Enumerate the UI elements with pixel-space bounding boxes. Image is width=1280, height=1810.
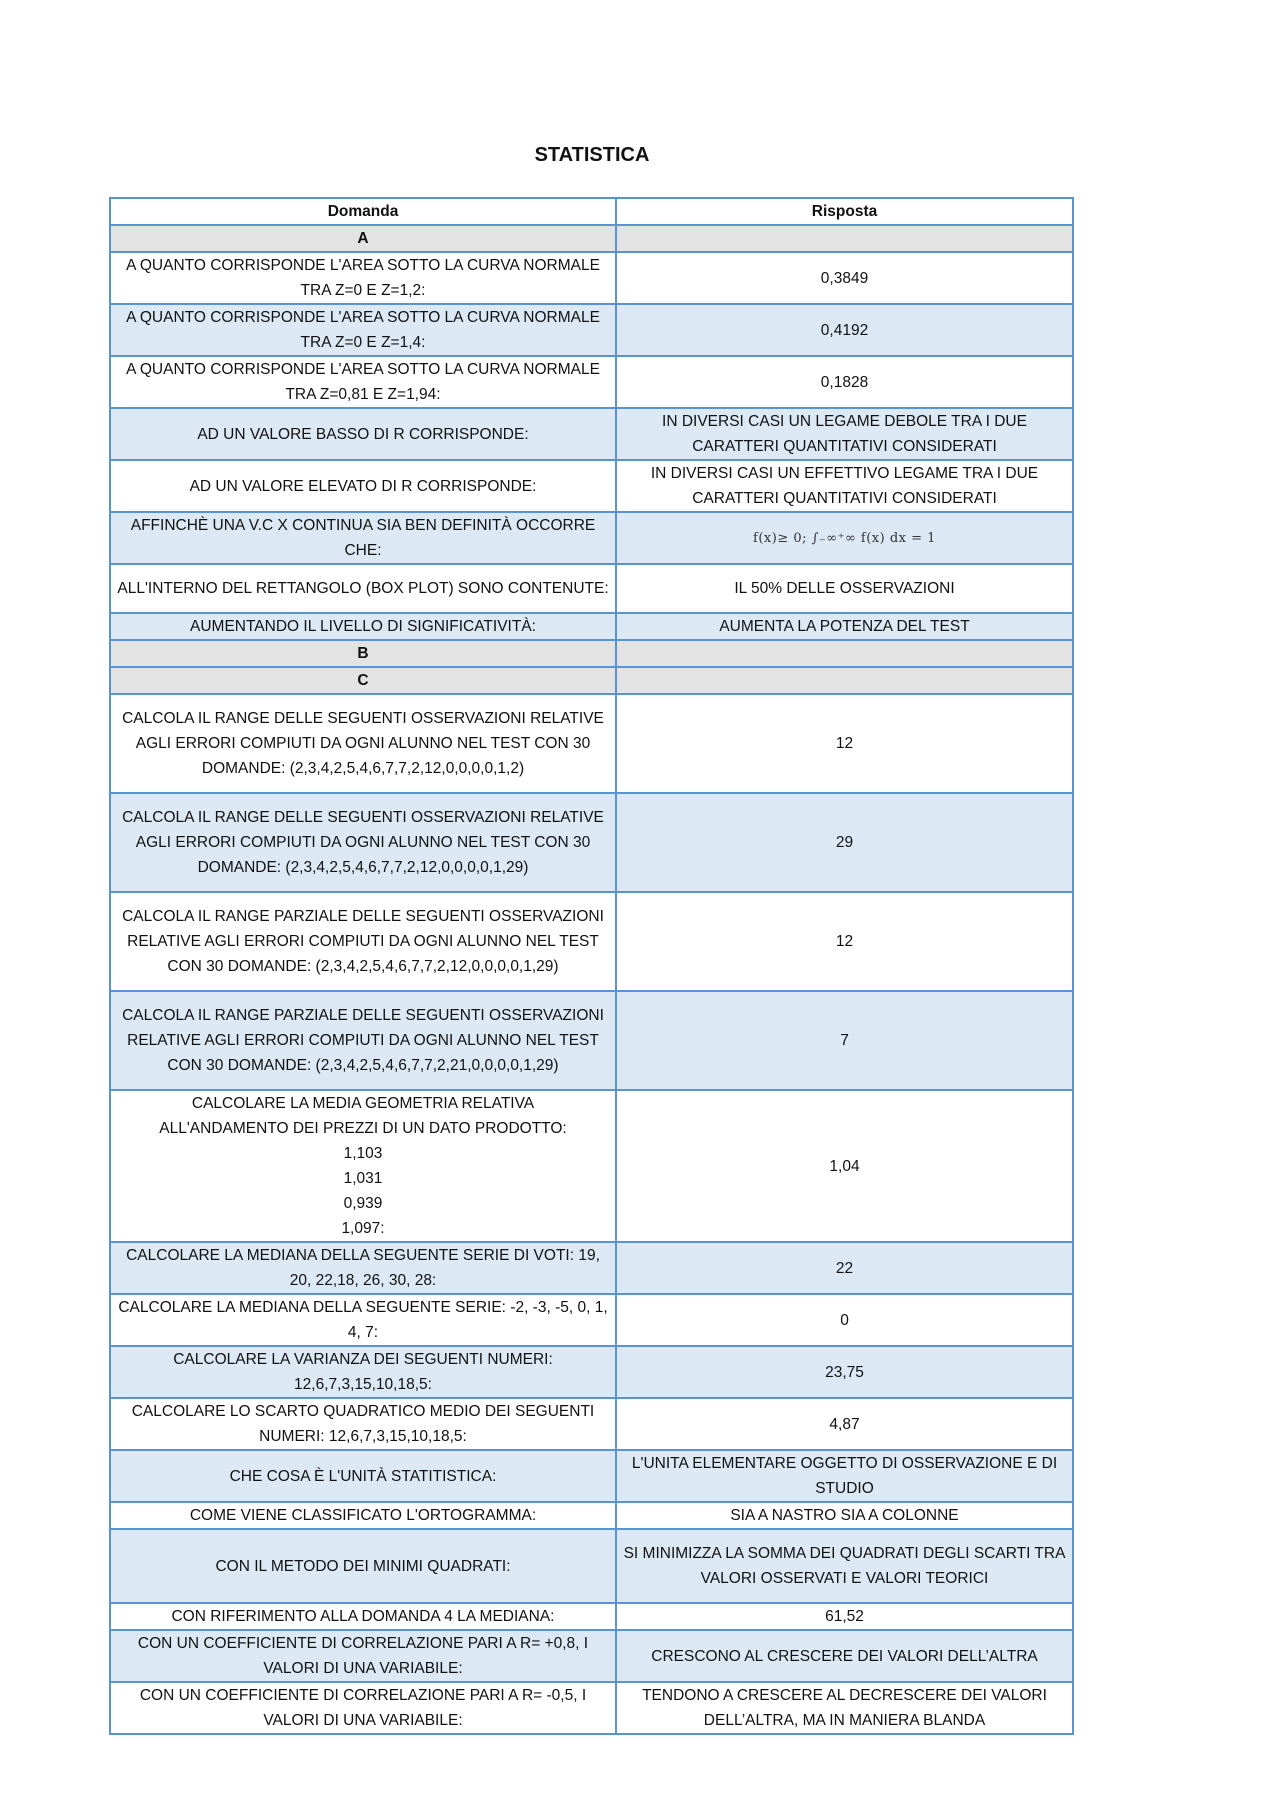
- table-row: [110, 252, 1073, 304]
- section-empty: [616, 640, 1073, 667]
- answer-cell: 0,3849: [616, 252, 1073, 304]
- question-cell: CON RIFERIMENTO ALLA DOMANDA 4 LA MEDIANA:: [110, 1603, 616, 1630]
- question-cell: ALL'INTERNO DEL RETTANGOLO (BOX PLOT) SONO CONTENUTE:: [110, 564, 616, 613]
- question-cell: CALCOLA IL RANGE DELLE SEGUENTI OSSERVAZIONI RELATIVE AGLI ERRORI COMPIUTI DA OGNI ALUNNO NEL TEST CON 30 DOMANDE: (2,3,4,2,5,4,6,7,7,2,12,0,0,0,0,1,29): [110, 793, 616, 892]
- answer-cell: 12: [616, 694, 1073, 793]
- answer-cell: 0,1828: [616, 356, 1073, 408]
- table-row: [110, 1630, 1073, 1682]
- table-row: [110, 1450, 1073, 1502]
- table-row: [110, 512, 1073, 564]
- table-row: [110, 1294, 1073, 1346]
- answer-cell: 7: [616, 991, 1073, 1090]
- section-row: [110, 667, 1073, 694]
- question-cell: CON UN COEFFICIENTE DI CORRELAZIONE PARI A R= -0,5, I VALORI DI UNA VARIABILE:: [110, 1682, 616, 1734]
- answer-cell: IN DIVERSI CASI UN LEGAME DEBOLE TRA I DUE CARATTERI QUANTITATIVI CONSIDERATI: [616, 408, 1073, 460]
- answer-cell: L'UNITA ELEMENTARE OGGETTO DI OSSERVAZIONE E DI STUDIO: [616, 1450, 1073, 1502]
- section-label: C: [110, 667, 616, 694]
- question-cell: CALCOLA IL RANGE DELLE SEGUENTI OSSERVAZIONI RELATIVE AGLI ERRORI COMPIUTI DA OGNI ALUNNO NEL TEST CON 30 DOMANDE: (2,3,4,2,5,4,6,7,7,2,12,0,0,0,0,1,2): [110, 694, 616, 793]
- question-cell: A QUANTO CORRISPONDE L'AREA SOTTO LA CURVA NORMALE TRA Z=0 E Z=1,4:: [110, 304, 616, 356]
- answer-formula-cell: [616, 512, 1073, 564]
- question-cell: A QUANTO CORRISPONDE L'AREA SOTTO LA CURVA NORMALE TRA Z=0,81 E Z=1,94:: [110, 356, 616, 408]
- question-cell: CON UN COEFFICIENTE DI CORRELAZIONE PARI A R= +0,8, I VALORI DI UNA VARIABILE:: [110, 1630, 616, 1682]
- answer-cell: CRESCONO AL CRESCERE DEI VALORI DELL’ALTRA: [616, 1630, 1073, 1682]
- question-cell: CALCOLARE LO SCARTO QUADRATICO MEDIO DEI SEGUENTI NUMERI: 12,6,7,3,15,10,18,5:: [110, 1398, 616, 1450]
- density-formula: f(x)≥ 0; ∫₋∞⁺∞ f(x) dx = 1: [753, 531, 936, 546]
- answer-cell: 23,75: [616, 1346, 1073, 1398]
- question-line: 1,097:: [341, 1220, 385, 1237]
- question-cell: CALCOLARE LA VARIANZA DEI SEGUENTI NUMERI: 12,6,7,3,15,10,18,5:: [110, 1346, 616, 1398]
- answer-cell: TENDONO A CRESCERE AL DECRESCERE DEI VALORI DELL’ALTRA, MA IN MANIERA BLANDA: [616, 1682, 1073, 1734]
- table-row: [110, 1398, 1073, 1450]
- question-cell: CALCOLA IL RANGE PARZIALE DELLE SEGUENTI OSSERVAZIONI RELATIVE AGLI ERRORI COMPIUTI DA OGNI ALUNNO NEL TEST CON 30 DOMANDE: (2,3,4,2,5,4,6,7,7,2,21,0,0,0,0,1,29): [110, 991, 616, 1090]
- table-row: [110, 1242, 1073, 1294]
- page-title: STATISTICA: [534, 144, 650, 166]
- section-empty: [616, 225, 1073, 252]
- question-line: 0,939: [343, 1195, 383, 1212]
- question-cell: COME VIENE CLASSIFICATO L'ORTOGRAMMA:: [110, 1502, 616, 1529]
- qa-table: [109, 197, 1074, 1735]
- table-row: [110, 613, 1073, 640]
- table-row: [110, 1529, 1073, 1603]
- question-cell: AD UN VALORE ELEVATO DI R CORRISPONDE:: [110, 460, 616, 512]
- answer-cell: 29: [616, 793, 1073, 892]
- question-line: 1,103: [343, 1145, 383, 1162]
- table-row: [110, 408, 1073, 460]
- question-cell: CHE COSA È L'UNITÀ STATITISTICA:: [110, 1450, 616, 1502]
- question-cell: AFFINCHÈ UNA V.C X CONTINUA SIA BEN DEFINITÀ OCCORRE CHE:: [110, 512, 616, 564]
- table-row: [110, 694, 1073, 793]
- question-cell: AUMENTANDO IL LIVELLO DI SIGNIFICATIVITÀ:: [110, 613, 616, 640]
- table-row: [110, 1346, 1073, 1398]
- section-label: A: [110, 225, 616, 252]
- table-row: [110, 892, 1073, 991]
- header-row: [110, 198, 1073, 225]
- question-cell: CALCOLA IL RANGE PARZIALE DELLE SEGUENTI OSSERVAZIONI RELATIVE AGLI ERRORI COMPIUTI DA OGNI ALUNNO NEL TEST CON 30 DOMANDE: (2,3,4,2,5,4,6,7,7,2,12,0,0,0,0,1,29): [110, 892, 616, 991]
- question-line: 1,031: [343, 1170, 383, 1187]
- table-row: [110, 1502, 1073, 1529]
- answer-cell: SIA A NASTRO SIA A COLONNE: [616, 1502, 1073, 1529]
- header-risposta: Risposta: [616, 198, 1073, 225]
- table-row: [110, 460, 1073, 512]
- section-label: B: [110, 640, 616, 667]
- question-cell: CALCOLARE LA MEDIANA DELLA SEGUENTE SERIE: -2, -3, -5, 0, 1, 4, 7:: [110, 1294, 616, 1346]
- answer-cell: 1,04: [616, 1090, 1073, 1242]
- question-line: CALCOLARE LA MEDIA GEOMETRIA RELATIVA: [191, 1095, 535, 1112]
- answer-cell: 12: [616, 892, 1073, 991]
- table-row: [110, 304, 1073, 356]
- table-row: [110, 1603, 1073, 1630]
- table-row: [110, 1090, 1073, 1242]
- answer-cell: AUMENTA LA POTENZA DEL TEST: [616, 613, 1073, 640]
- question-cell: A QUANTO CORRISPONDE L'AREA SOTTO LA CURVA NORMALE TRA Z=0 E Z=1,2:: [110, 252, 616, 304]
- answer-cell: IN DIVERSI CASI UN EFFETTIVO LEGAME TRA I DUE CARATTERI QUANTITATIVI CONSIDERATI: [616, 460, 1073, 512]
- answer-cell: IL 50% DELLE OSSERVAZIONI: [616, 564, 1073, 613]
- table-row: [110, 991, 1073, 1090]
- answer-cell: 22: [616, 1242, 1073, 1294]
- table-row: [110, 356, 1073, 408]
- table-row: [110, 1682, 1073, 1734]
- section-empty: [616, 667, 1073, 694]
- header-domanda: Domanda: [110, 198, 616, 225]
- question-cell: [110, 1090, 616, 1242]
- question-cell: CON IL METODO DEI MINIMI QUADRATI:: [110, 1529, 616, 1603]
- answer-cell: 0,4192: [616, 304, 1073, 356]
- question-cell: AD UN VALORE BASSO DI R CORRISPONDE:: [110, 408, 616, 460]
- answer-cell: 0: [616, 1294, 1073, 1346]
- section-row: [110, 640, 1073, 667]
- section-row: [110, 225, 1073, 252]
- answer-cell: 4,87: [616, 1398, 1073, 1450]
- table-row: [110, 793, 1073, 892]
- answer-cell: SI MINIMIZZA LA SOMMA DEI QUADRATI DEGLI SCARTI TRA VALORI OSSERVATI E VALORI TEORICI: [616, 1529, 1073, 1603]
- question-cell: CALCOLARE LA MEDIANA DELLA SEGUENTE SERIE DI VOTI: 19, 20, 22,18, 26, 30, 28:: [110, 1242, 616, 1294]
- question-line: ALL'ANDAMENTO DEI PREZZI DI UN DATO PRODOTTO:: [159, 1120, 567, 1137]
- table-row: [110, 564, 1073, 613]
- answer-cell: 61,52: [616, 1603, 1073, 1630]
